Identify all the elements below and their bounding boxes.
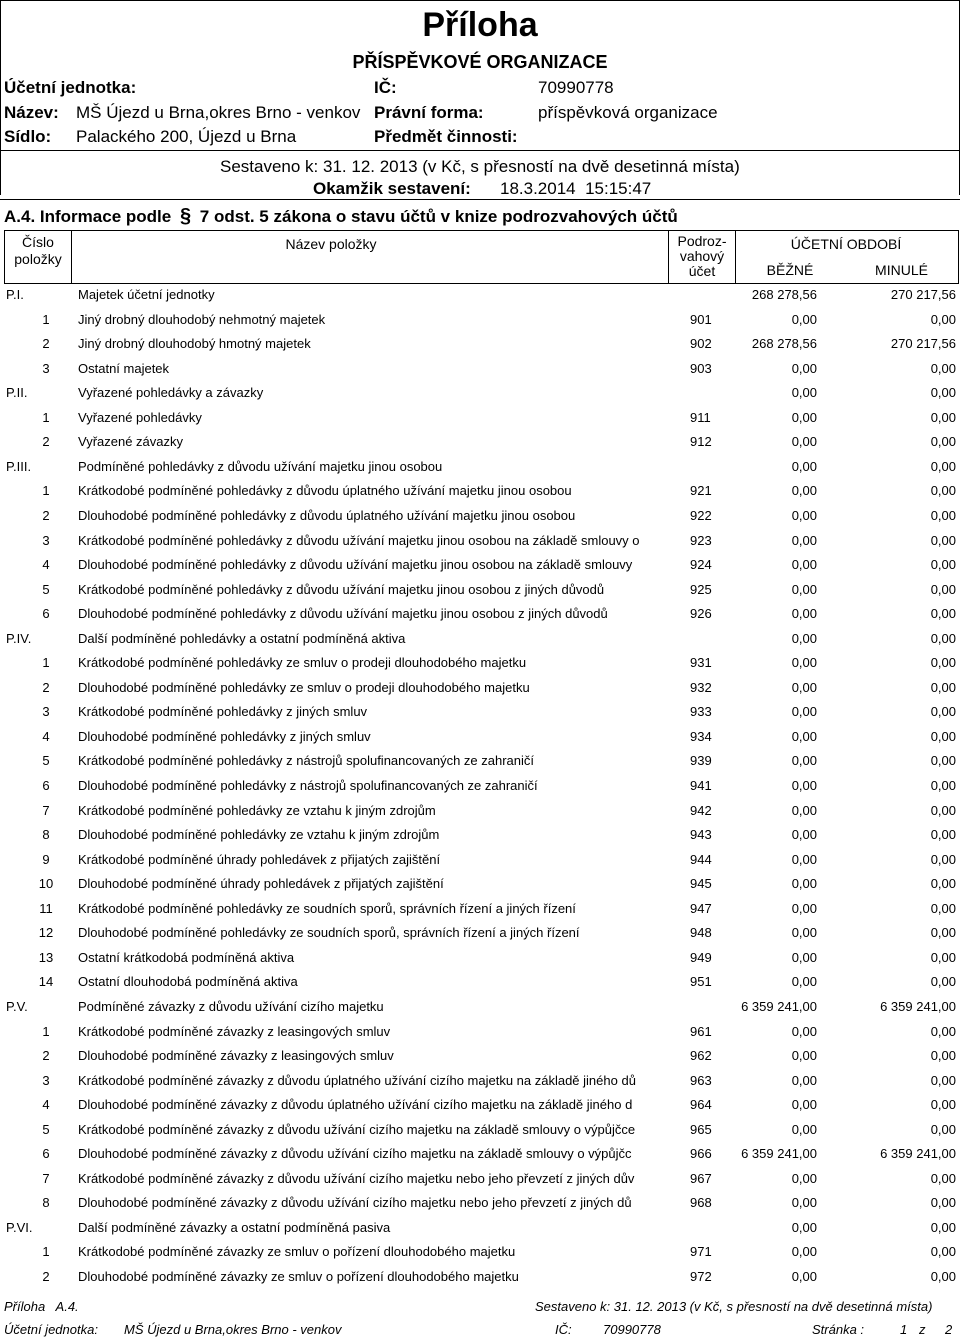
- footer-unit-value: MŠ Újezd u Brna,okres Brno - venkov: [124, 1322, 342, 1337]
- row-previous-value: 0,00: [930, 434, 956, 450]
- row-previous-value: 0,00: [930, 827, 956, 843]
- row-number: 13: [38, 949, 54, 965]
- row-previous-value: 0,00: [930, 1072, 956, 1088]
- row-current-value: 0,00: [791, 606, 817, 622]
- row-previous-value: 0,00: [930, 1269, 956, 1284]
- row-number: P.V.: [6, 998, 28, 1014]
- moment-value: 18.3.2014 15:15:47: [500, 179, 652, 198]
- row-name: Dlouhodobé podmíněné závazky ze smluv o pořízení dlouhodobého majetku: [78, 1269, 519, 1284]
- row-account: 902: [690, 336, 712, 352]
- row-number: 4: [42, 557, 50, 573]
- row-current-value: 0,00: [791, 1170, 817, 1186]
- table-row: [0, 455, 960, 479]
- row-name: Vyřazené závazky: [78, 434, 184, 450]
- row-number: P.I.: [6, 287, 24, 302]
- row-number: 8: [42, 827, 50, 843]
- row-current-value: 0,00: [791, 655, 817, 671]
- row-name: Krátkodobé podmíněné pohledávky z důvodu úplatného užívání majetku jinou osobou: [78, 483, 572, 499]
- row-current-value: 0,00: [791, 1195, 817, 1211]
- row-account: 962: [690, 1048, 712, 1064]
- row-number: 1: [42, 483, 50, 499]
- row-number: 3: [42, 704, 50, 720]
- row-name: Dlouhodobé podmíněné pohledávky ze soudních sporů, správních řízení a jiných řízení: [78, 925, 580, 941]
- row-name: Ostatní majetek: [78, 360, 170, 376]
- row-name: Krátkodobé podmíněné pohledávky ze smluv o prodeji dlouhodobého majetku: [78, 655, 527, 671]
- row-number: 1: [42, 1244, 50, 1260]
- row-account: 972: [690, 1269, 712, 1284]
- row-previous-value: 0,00: [930, 606, 956, 622]
- table-row: [0, 946, 960, 970]
- row-current-value: 0,00: [791, 728, 817, 744]
- row-number: 1: [42, 1023, 50, 1039]
- row-previous-value: 0,00: [930, 507, 956, 523]
- row-name: Majetek účetní jednotky: [78, 287, 215, 302]
- table-row: [0, 479, 960, 503]
- row-name: Krátkodobé podmíněné závazky z důvodu úplatného užívání cizího majetku na základě jiného dů: [78, 1072, 636, 1088]
- row-previous-value: 0,00: [930, 630, 956, 646]
- table-row: [0, 283, 960, 307]
- table-row: [0, 578, 960, 602]
- row-name: Podmíněné závazky z důvodu užívání cizího majetku: [78, 998, 384, 1014]
- row-current-value: 0,00: [791, 974, 817, 990]
- row-current-value: 0,00: [791, 532, 817, 548]
- row-account: 922: [690, 507, 712, 523]
- section-divider: [0, 199, 960, 200]
- row-previous-value: 0,00: [930, 1170, 956, 1186]
- name-value: MŠ Újezd u Brna,okres Brno - venkov: [76, 103, 361, 122]
- row-current-value: 0,00: [791, 704, 817, 720]
- row-account: 912: [690, 434, 712, 450]
- table-row: [0, 504, 960, 528]
- table-row: [0, 848, 960, 872]
- row-number: 10: [38, 876, 54, 892]
- row-name: Dlouhodobé podmíněné pohledávky z důvodu úplatného užívání majetku jinou osobou: [78, 507, 576, 523]
- current-header: BĚŽNÉ: [766, 262, 814, 278]
- row-name: Vyřazené pohledávky: [78, 409, 202, 425]
- row-previous-value: 0,00: [930, 360, 956, 376]
- row-account: 964: [690, 1097, 712, 1113]
- row-name: Dlouhodobé podmíněné závazky z důvodu užívání cizího majetku nebo jeho převzetí z jiných dů: [78, 1195, 632, 1211]
- row-name: Jiný drobný dlouhodobý nehmotný majetek: [78, 311, 326, 327]
- row-account: 941: [690, 778, 712, 793]
- table-row: [0, 872, 960, 896]
- row-number: 2: [42, 1269, 50, 1284]
- row-previous-value: 0,00: [930, 1244, 956, 1260]
- row-previous-value: 0,00: [930, 851, 956, 867]
- row-current-value: 0,00: [791, 385, 817, 401]
- seat-value: Palackého 200, Újezd u Brna: [76, 127, 297, 146]
- row-name: Krátkodobé podmíněné pohledávky ze vztahu k jiným zdrojům: [78, 802, 436, 818]
- row-number: 14: [38, 974, 54, 990]
- row-number: 2: [42, 1048, 50, 1064]
- row-name: Dlouhodobé podmíněné pohledávky ze vztahu k jiným zdrojům: [78, 827, 440, 843]
- row-current-value: 0,00: [791, 949, 817, 965]
- row-name: Další podmíněné závazky a ostatní podmíněná pasiva: [78, 1219, 391, 1235]
- row-number: 7: [42, 802, 50, 818]
- table-row: [0, 774, 960, 798]
- row-previous-value: 0,00: [930, 753, 956, 769]
- row-previous-value: 0,00: [930, 1195, 956, 1211]
- table-row: [0, 553, 960, 577]
- row-number: 2: [42, 336, 50, 352]
- table-row: [0, 357, 960, 381]
- document-subtitle: PŘÍSPĚVKOVÉ ORGANIZACE: [352, 52, 608, 72]
- table-row: [0, 1191, 960, 1215]
- section-title: [4, 205, 678, 228]
- row-number: 6: [42, 1146, 50, 1162]
- col-acc-header: Podroz-vahový účet: [677, 233, 727, 279]
- ic-label: IČ:: [374, 78, 397, 97]
- row-previous-value: 0,00: [930, 679, 956, 695]
- footer-ic-value: 70990778: [603, 1322, 661, 1337]
- row-name: Jiný drobný dlouhodobý hmotný majetek: [78, 336, 311, 352]
- table-row: [0, 749, 960, 773]
- row-number: 3: [42, 532, 50, 548]
- row-name: Dlouhodobé podmíněné závazky z důvodu užívání cizího majetku na základě smlouvy o výpůjčc: [78, 1146, 632, 1162]
- row-current-value: 0,00: [791, 851, 817, 867]
- footer-page-sep: z: [919, 1322, 926, 1337]
- row-name: Krátkodobé podmíněné závazky z důvodu užívání cizího majetku na základě smlouvy o výpůjčce: [78, 1121, 636, 1137]
- row-number: 7: [42, 1170, 50, 1186]
- row-name: Krátkodobé podmíněné závazky ze smluv o pořízení dlouhodobého majetku: [78, 1244, 516, 1260]
- table-row: [0, 1216, 960, 1240]
- row-number: 4: [42, 728, 50, 744]
- table-row: [0, 529, 960, 553]
- row-name: Podmíněné pohledávky z důvodu užívání majetku jinou osobou: [78, 458, 443, 474]
- table-row: [0, 676, 960, 700]
- row-account: 932: [690, 679, 712, 695]
- row-number: P.IV.: [6, 630, 32, 646]
- row-account: 939: [690, 753, 712, 769]
- row-current-value: 0,00: [791, 1121, 817, 1137]
- row-current-value: 0,00: [791, 630, 817, 646]
- row-account: 934: [690, 728, 712, 744]
- table-row: [0, 897, 960, 921]
- table-row: [0, 1044, 960, 1068]
- row-current-value: 0,00: [791, 483, 817, 499]
- seat-label: Sídlo:: [4, 127, 52, 146]
- row-current-value: 0,00: [791, 1244, 817, 1260]
- row-account: 925: [690, 581, 712, 597]
- row-account: 933: [690, 704, 712, 720]
- row-previous-value: 0,00: [930, 802, 956, 818]
- compiled-text: Sestaveno k: 31. 12. 2013 (v Kč, s přesností na dvě desetinná místa): [220, 157, 740, 176]
- period-header: ÚČETNÍ OBDOBÍ: [790, 236, 902, 252]
- row-account: 951: [690, 974, 712, 990]
- row-previous-value: 0,00: [930, 1023, 956, 1039]
- row-name: Ostatní dlouhodobá podmíněná aktiva: [78, 974, 298, 990]
- row-name: Dlouhodobé podmíněné pohledávky ze smluv o prodeji dlouhodobého majetku: [78, 679, 530, 695]
- document-title: Příloha: [422, 6, 538, 44]
- row-name: Krátkodobé podmíněné závazky z důvodu užívání cizího majetku nebo jeho převzetí z jiných dův: [78, 1170, 635, 1186]
- row-account: 949: [690, 949, 712, 965]
- row-name: Dlouhodobé podmíněné úhrady pohledávek z přijatých zajištění: [78, 876, 444, 892]
- row-name: Dlouhodobé podmíněné pohledávky z důvodu užívání majetku jinou osobou z jiných důvodů: [78, 606, 608, 622]
- row-number: 4: [42, 1097, 50, 1113]
- row-current-value: 0,00: [791, 1097, 817, 1113]
- row-previous-value: 0,00: [930, 949, 956, 965]
- row-number: 6: [42, 606, 50, 622]
- row-account: 965: [690, 1121, 712, 1137]
- row-number: 6: [42, 778, 50, 793]
- row-number: P.VI.: [6, 1219, 33, 1235]
- section-title-suffix: 7 odst. 5 zákona o stavu účtů v knize podrozvahových účtů: [199, 207, 678, 226]
- row-number: 9: [42, 851, 50, 867]
- row-account: 923: [690, 532, 712, 548]
- row-account: 948: [690, 925, 712, 941]
- row-previous-value: 0,00: [930, 1219, 956, 1235]
- table-row: [0, 725, 960, 749]
- row-account: 926: [690, 606, 712, 622]
- row-name: Dlouhodobé podmíněné závazky z leasingových smluv: [78, 1048, 394, 1064]
- table-row: [0, 627, 960, 651]
- row-previous-value: 0,00: [930, 1048, 956, 1064]
- table-row: [0, 651, 960, 675]
- row-current-value: 0,00: [791, 1072, 817, 1088]
- row-number: 5: [42, 753, 50, 769]
- table-row: [0, 1142, 960, 1166]
- row-account: 963: [690, 1072, 712, 1088]
- row-name: Krátkodobé podmíněné pohledávky z nástrojů spolufinancovaných ze zahraničí: [78, 753, 535, 769]
- row-account: 911: [690, 409, 711, 425]
- header-divider: [0, 150, 960, 151]
- table-row: [0, 381, 960, 405]
- row-number: 5: [42, 1121, 50, 1137]
- row-previous-value: 0,00: [930, 728, 956, 744]
- row-current-value: 0,00: [791, 900, 817, 916]
- footer-page-current: 1: [900, 1322, 908, 1337]
- row-current-value: 0,00: [791, 311, 817, 327]
- table-row: [0, 430, 960, 454]
- row-previous-value: 0,00: [930, 458, 956, 474]
- footer-right-top: Sestaveno k: 31. 12. 2013 (v Kč, s přesností na dvě desetinná místa): [535, 1299, 933, 1314]
- footer-left-top: Příloha A.4.: [4, 1299, 79, 1314]
- row-current-value: 0,00: [791, 802, 817, 818]
- row-previous-value: 270 217,56: [890, 336, 956, 352]
- row-account: 966: [690, 1146, 712, 1162]
- row-previous-value: 0,00: [930, 974, 956, 990]
- row-number: 2: [42, 679, 50, 695]
- table-row: [0, 970, 960, 994]
- row-previous-value: 0,00: [930, 1097, 956, 1113]
- row-name: Krátkodobé podmíněné pohledávky z jiných smluv: [78, 704, 368, 720]
- table-row: [0, 1020, 960, 1044]
- row-current-value: 0,00: [791, 778, 817, 793]
- row-current-value: 0,00: [791, 1048, 817, 1064]
- row-number: 1: [42, 655, 50, 671]
- row-current-value: 0,00: [791, 1219, 817, 1235]
- footer-ic-label: IČ:: [555, 1322, 572, 1337]
- row-current-value: 268 278,56: [751, 336, 817, 352]
- table-row: [0, 1265, 960, 1289]
- row-previous-value: 0,00: [930, 778, 956, 793]
- row-name: Ostatní krátkodobá podmíněná aktiva: [78, 949, 295, 965]
- table-row: [0, 921, 960, 945]
- row-name: Další podmíněné pohledávky a ostatní podmíněná aktiva: [78, 630, 406, 646]
- row-account: 971: [690, 1244, 712, 1260]
- row-account: 961: [690, 1023, 712, 1039]
- unit-label: Účetní jednotka:: [4, 78, 137, 97]
- row-name: Dlouhodobé podmíněné závazky z důvodu úplatného užívání cizího majetku na základě jiného d: [78, 1097, 633, 1113]
- table-row: [0, 1240, 960, 1264]
- row-name: Krátkodobé podmíněné pohledávky ze soudních sporů, správních řízení a jiných řízení: [78, 900, 576, 916]
- row-current-value: 0,00: [791, 827, 817, 843]
- row-current-value: 0,00: [791, 925, 817, 941]
- table-row: [0, 1167, 960, 1191]
- row-current-value: 0,00: [791, 753, 817, 769]
- row-number: 12: [38, 925, 54, 941]
- table-row: [0, 332, 960, 356]
- row-account: 968: [690, 1195, 712, 1211]
- row-name: Dlouhodobé podmíněné pohledávky z nástrojů spolufinancovaných ze zahraničí: [78, 778, 538, 793]
- row-current-value: 0,00: [791, 360, 817, 376]
- row-number: 3: [42, 1072, 50, 1088]
- table-row: [0, 1093, 960, 1117]
- table-row: [0, 799, 960, 823]
- row-number: 1: [42, 409, 50, 425]
- previous-header: MINULÉ: [875, 262, 928, 278]
- row-current-value: 0,00: [791, 458, 817, 474]
- row-previous-value: 0,00: [930, 581, 956, 597]
- row-previous-value: 0,00: [930, 925, 956, 941]
- moment-label: Okamžik sestavení:: [313, 179, 471, 198]
- row-number: P.II.: [6, 385, 28, 401]
- col-name-header: Název položky: [285, 236, 377, 252]
- row-previous-value: 6 359 241,00: [880, 1146, 956, 1162]
- row-number: 1: [42, 311, 50, 327]
- ic-value: 70990778: [538, 78, 614, 97]
- row-account: 943: [690, 827, 712, 843]
- table-row: [0, 308, 960, 332]
- row-account: 924: [690, 557, 712, 573]
- footer-page-total: 2: [945, 1322, 953, 1337]
- row-current-value: 0,00: [791, 876, 817, 892]
- row-account: 921: [690, 483, 712, 499]
- footer-unit-label: Účetní jednotka:: [4, 1322, 98, 1337]
- table-row: [0, 602, 960, 626]
- row-current-value: 0,00: [791, 1023, 817, 1039]
- row-name: Krátkodobé podmíněné úhrady pohledávek z přijatých zajištění: [78, 851, 441, 867]
- table-row: [0, 406, 960, 430]
- row-previous-value: 0,00: [930, 655, 956, 671]
- row-number: 5: [42, 581, 50, 597]
- row-current-value: 6 359 241,00: [741, 998, 817, 1014]
- name-label: Název:: [4, 103, 59, 122]
- row-number: 2: [42, 507, 50, 523]
- row-previous-value: 0,00: [930, 557, 956, 573]
- table-row: [0, 1069, 960, 1093]
- subject-label: Předmět činnosti:: [374, 127, 518, 146]
- row-account: 903: [690, 360, 712, 376]
- row-previous-value: 270 217,56: [890, 287, 956, 302]
- table-row: [0, 1118, 960, 1142]
- legal-form-label: Právní forma:: [374, 103, 484, 122]
- row-previous-value: 0,00: [930, 532, 956, 548]
- row-previous-value: 0,00: [930, 1121, 956, 1137]
- row-previous-value: 0,00: [930, 483, 956, 499]
- legal-form-value: příspěvková organizace: [538, 103, 718, 122]
- row-current-value: 0,00: [791, 679, 817, 695]
- row-number: P.III.: [6, 458, 32, 474]
- row-name: Krátkodobé podmíněné pohledávky z důvodu užívání majetku jinou osobou na základě smlouvy o: [78, 532, 640, 548]
- row-current-value: 268 278,56: [751, 287, 817, 302]
- row-previous-value: 0,00: [930, 409, 956, 425]
- row-number: 3: [42, 360, 50, 376]
- row-current-value: 0,00: [791, 1269, 817, 1284]
- row-previous-value: 0,00: [930, 311, 956, 327]
- table-row: [0, 700, 960, 724]
- row-account: 967: [690, 1170, 712, 1186]
- row-number: 11: [39, 900, 53, 916]
- row-previous-value: 0,00: [930, 704, 956, 720]
- row-number: 2: [42, 434, 50, 450]
- table-row: [0, 823, 960, 847]
- row-name: Krátkodobé podmíněné závazky z leasingových smluv: [78, 1023, 391, 1039]
- section-title-prefix: A.4. Informace podle: [4, 207, 172, 226]
- row-current-value: 0,00: [791, 507, 817, 523]
- row-account: 942: [690, 802, 712, 818]
- row-account: 931: [690, 655, 712, 671]
- row-name: Krátkodobé podmíněné pohledávky z důvodu užívání majetku jinou osobou z jiných důvodů: [78, 581, 605, 597]
- row-account: 901: [690, 311, 712, 327]
- row-current-value: 0,00: [791, 434, 817, 450]
- row-account: 947: [690, 900, 712, 916]
- row-previous-value: 6 359 241,00: [880, 998, 956, 1014]
- col-num-header: Číslo položky: [14, 234, 62, 267]
- row-previous-value: 0,00: [930, 900, 956, 916]
- row-number: 8: [42, 1195, 50, 1211]
- row-previous-value: 0,00: [930, 385, 956, 401]
- row-account: 944: [690, 851, 712, 867]
- footer-page-label: Stránka :: [812, 1322, 865, 1337]
- paragraph-icon: §: [179, 205, 192, 227]
- row-current-value: 0,00: [791, 409, 817, 425]
- row-current-value: 6 359 241,00: [741, 1146, 817, 1162]
- row-current-value: 0,00: [791, 557, 817, 573]
- row-previous-value: 0,00: [930, 876, 956, 892]
- row-name: Dlouhodobé podmíněné pohledávky z důvodu užívání majetku jinou osobou na základě smlouvy: [78, 557, 633, 573]
- row-account: 945: [690, 876, 712, 892]
- row-current-value: 0,00: [791, 581, 817, 597]
- table-row: [0, 995, 960, 1019]
- row-name: Vyřazené pohledávky a závazky: [78, 385, 264, 401]
- row-name: Dlouhodobé podmíněné pohledávky z jiných smluv: [78, 728, 371, 744]
